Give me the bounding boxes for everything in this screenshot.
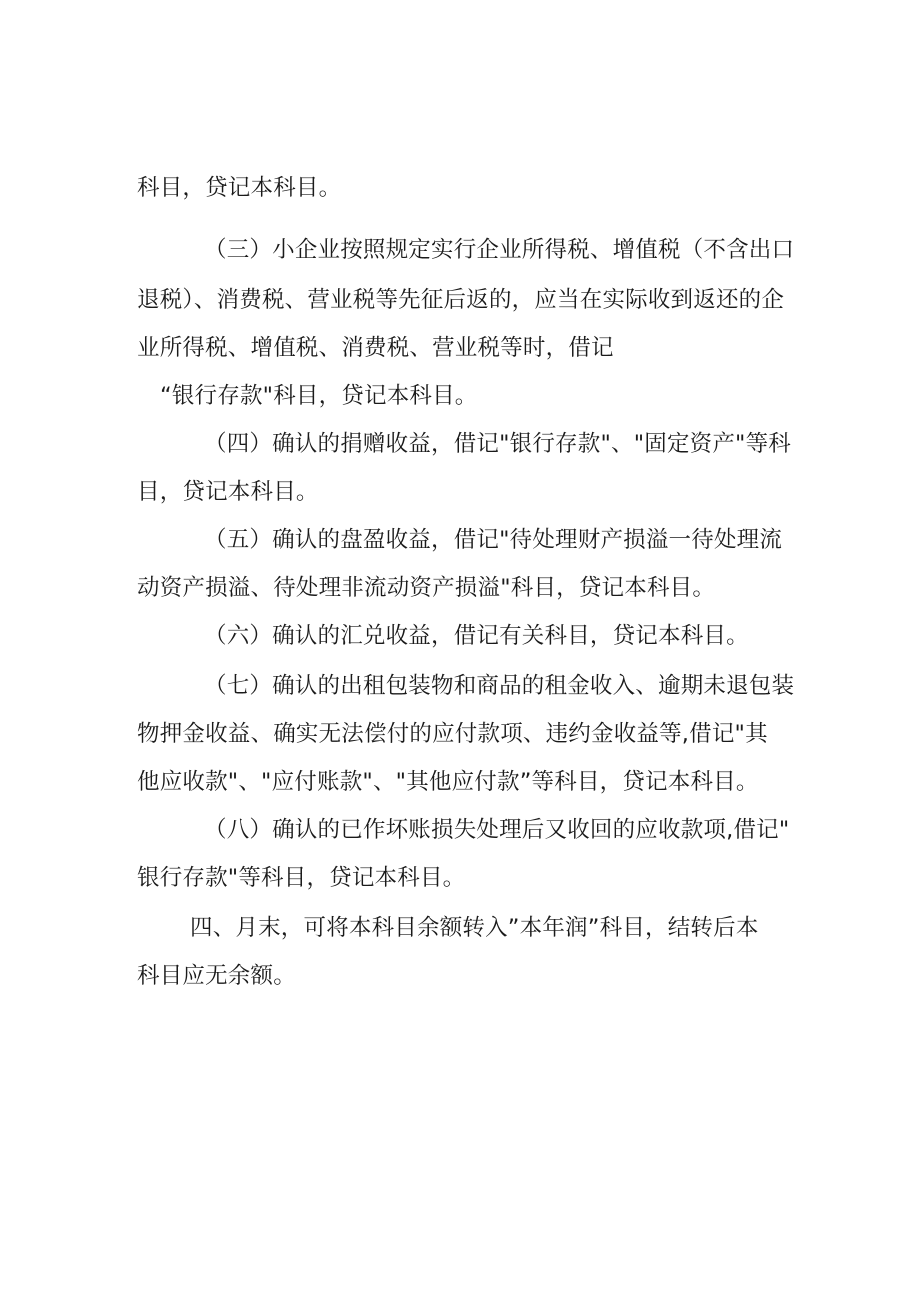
text-line: 业所得税、增值税、消费税、营业税等时，借记 — [137, 335, 614, 361]
text-line: （三）小企业按照规定实行企业所得税、增值税（不含出口 — [204, 237, 795, 263]
text-line: 动资产损溢、待处理非流动资产损溢"科目，贷记本科目。 — [137, 575, 716, 601]
text-line: “银行存款"科目，贷记本科目。 — [160, 383, 478, 409]
text-line: 目，贷记本科目。 — [137, 479, 319, 505]
text-line: 四、月末，可将本科目余额转入”本年润”科目，结转后本 — [190, 915, 759, 941]
text-line: （五）确认的盘盈收益，借记"待处理财产损溢一待处理流 — [204, 527, 783, 553]
text-line: 科目应无余额。 — [137, 963, 296, 989]
text-line: （七）确认的出租包装物和商品的租金收入、逾期未退包装 — [204, 673, 795, 699]
text-line: （四）确认的捐赠收益，借记"银行存款"、"固定资产"等科 — [204, 431, 791, 457]
text-line: 银行存款"等科目，贷记本科目。 — [137, 865, 466, 891]
text-line: （六）确认的汇兑收益，借记有关科目，贷记本科目。 — [204, 623, 749, 649]
text-line: 他应收款"、"应付账款"、"其他应付款”等科目，贷记本科目。 — [137, 769, 759, 795]
text-line: 退税）、消费税、营业税等先征后返的，应当在实际收到返还的企 — [137, 287, 785, 313]
text-line: 物押金收益、确实无法偿付的应付款项、违约金收益等,借记"其 — [137, 721, 768, 747]
text-line: 科目，贷记本科目。 — [137, 175, 342, 201]
text-line: （八）确认的已作坏账损失处理后又收回的应收款项,借记" — [204, 817, 790, 843]
